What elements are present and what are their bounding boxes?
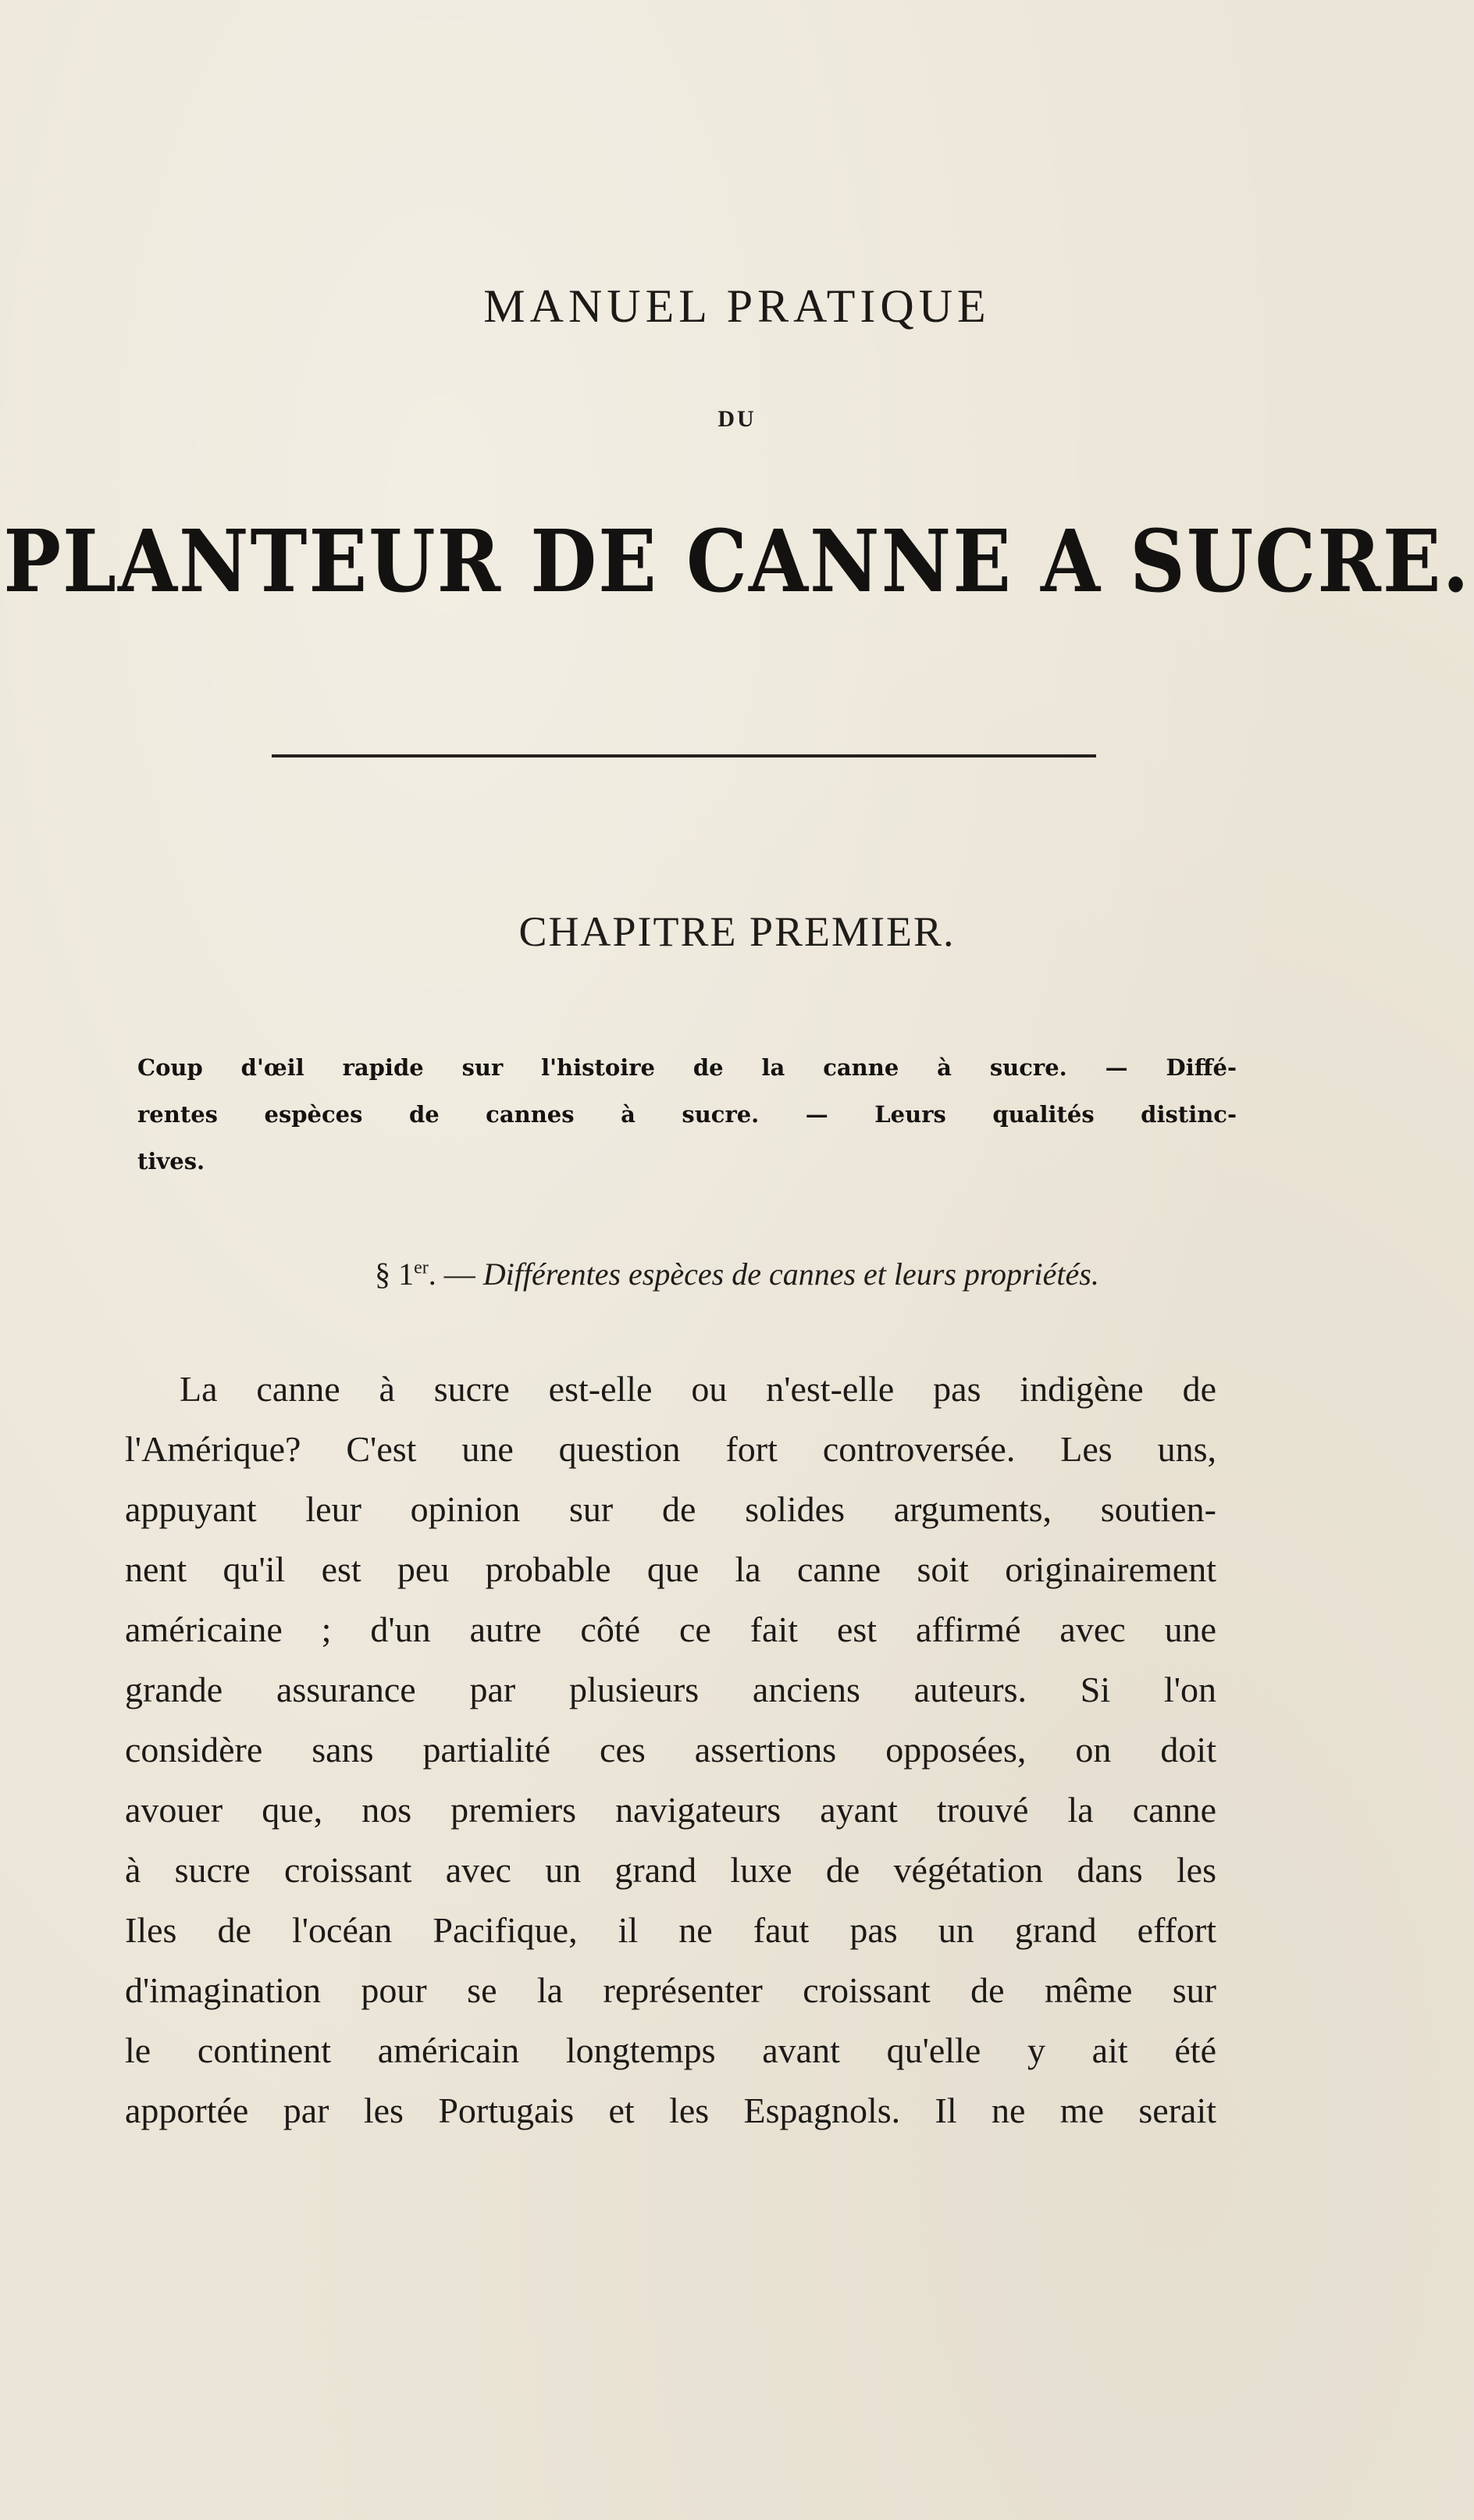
body-line: Iles de l'océan Pacifique, il ne faut pas un grand effort xyxy=(125,1910,1216,1950)
body-line: le continent américain longtemps avant qu'elle y ait été xyxy=(125,2030,1216,2070)
body-line: grande assurance par plusieurs anciens auteurs. Si l'on xyxy=(125,1670,1216,1709)
section-title: Différentes espèces de cannes et leurs propriétés. xyxy=(482,1256,1099,1292)
title-line-planteur: PLANTEUR DE CANNE A SUCRE. xyxy=(3,511,1471,612)
body-line: considère sans partialité ces assertions opposées, on doit xyxy=(125,1730,1216,1770)
section-number: § 1 xyxy=(375,1256,415,1292)
section-number-superscript: er xyxy=(414,1257,429,1278)
body-line: nent qu'il est peu probable que la canne soit originairement xyxy=(125,1549,1216,1589)
chapter-summary-line: rentes espèces de cannes à sucre. — Leurs qualités distinc- xyxy=(137,1101,1237,1128)
title-line-manuel-pratique: MANUEL PRATIQUE xyxy=(483,280,991,332)
title-line-du: DU xyxy=(717,406,757,432)
body-line: l'Amérique? C'est une question fort controversée. Les uns, xyxy=(125,1429,1216,1469)
body-line: La canne à sucre est-elle ou n'est-elle pas indigène de xyxy=(180,1369,1216,1409)
title-divider-rule xyxy=(272,754,1096,757)
section-heading xyxy=(0,1256,1474,1292)
body-line: avouer que, nos premiers navigateurs ayant trouvé la canne xyxy=(125,1790,1216,1830)
body-line: américaine ; d'un autre côté ce fait est affirmé avec une xyxy=(125,1609,1216,1649)
section-separator: . — xyxy=(428,1256,483,1292)
body-line: appuyant leur opinion sur de solides arguments, soutien- xyxy=(125,1489,1216,1529)
chapter-summary xyxy=(137,1044,1237,1185)
chapter-heading: CHAPITRE PREMIER. xyxy=(518,908,956,955)
body-line: à sucre croissant avec un grand luxe de végétation dans les xyxy=(125,1850,1216,1890)
body-line: apportée par les Portugais et les Espagnols. Il ne me serait xyxy=(125,2090,1216,2130)
chapter-summary-line: Coup d'œil rapide sur l'histoire de la canne à sucre. — Diffé- xyxy=(137,1054,1237,1081)
chapter-summary-line: tives. xyxy=(137,1148,205,1174)
body-line: d'imagination pour se la représenter croissant de même sur xyxy=(125,1970,1216,2010)
body-paragraph xyxy=(125,1359,1216,2140)
